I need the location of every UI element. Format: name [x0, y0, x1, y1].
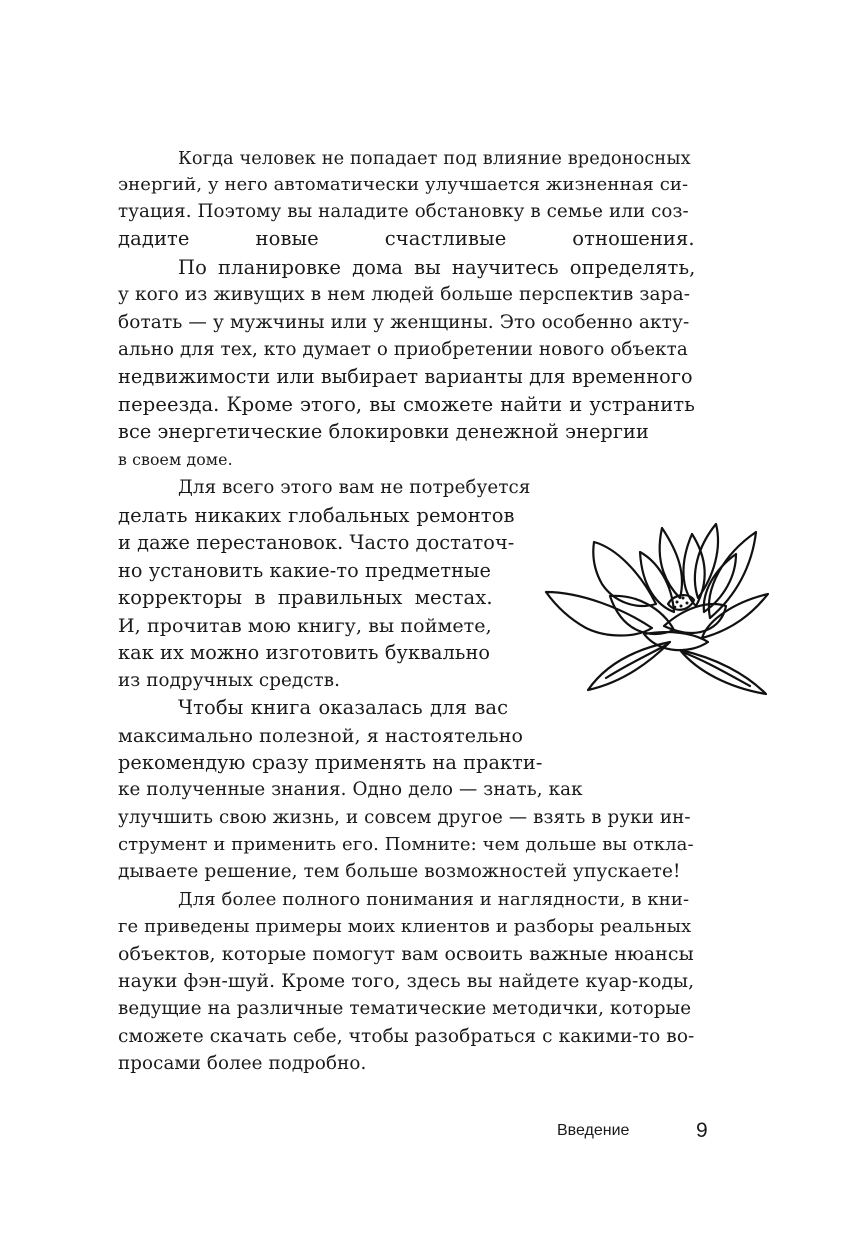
text-line: максимально полезной, я настоятельно: [118, 725, 524, 747]
text-line: переезда. Кроме этого, вы сможете найти и устранить: [118, 393, 695, 416]
lotus-flower-icon: [540, 514, 776, 700]
text-line: ботать — у мужчины или у женщины. Это особенно акту-: [118, 312, 690, 333]
text-line: По планировке дома вы научитесь определять,: [178, 256, 696, 279]
text-line: науки фэн-шуй. Кроме того, здесь вы найдете куар-коды,: [118, 971, 695, 992]
text-line: ально для тех, кто думает о приобретении нового объекта: [118, 339, 688, 360]
text-line: объектов, которые помогут вам освоить важные нюансы: [118, 943, 694, 965]
text-line: дываете решение, тем больше возможностей упускаете!: [118, 861, 681, 882]
text-line: улучшить свою жизнь, и совсем другое — взять в руки ин-: [118, 807, 691, 828]
text-line: но установить какие-то предметные: [118, 559, 491, 582]
text-line: как их можно изготовить буквально: [118, 641, 491, 664]
text-line: Для более полного понимания и наглядности, в кни-: [178, 889, 690, 910]
text-line: делать никаких глобальных ремонтов: [118, 504, 515, 527]
text-line: ге приведены примеры моих клиентов и разборы реальных: [118, 916, 692, 937]
text-line: рекомендую сразу применять на практи-: [118, 751, 543, 774]
text-line: энергий, у него автоматически улучшается жизненная си-: [118, 174, 689, 195]
text-line: у кого из живущих в нем людей больше перспектив зара-: [118, 284, 691, 305]
text-line: сможете скачать себе, чтобы разобраться с какими-то во-: [118, 1026, 695, 1047]
text-line: и даже перестановок. Часто достаточ-: [118, 531, 515, 554]
text-line: Когда человек не попадает под влияние вредоносных: [178, 149, 691, 169]
text-line: Для всего этого вам не потребуется: [178, 477, 531, 498]
text-line: ведущие на различные тематические методички, которые: [118, 998, 692, 1019]
text-line: недвижимости или выбирает варианты для временного: [118, 365, 693, 388]
page-number: 9: [696, 1119, 708, 1142]
text-line: корректоры в правильных местах.: [118, 586, 493, 609]
text-line: Чтобы книга оказалась для вас: [178, 696, 509, 719]
text-line: струмент и применить его. Помните: чем дольше вы откла-: [118, 834, 694, 855]
text-line: просами более подробно.: [118, 1053, 367, 1074]
text-line: в своем доме.: [118, 450, 233, 469]
text-line: все энергетические блокировки денежной энергии: [118, 420, 649, 443]
text-line: И, прочитав мою книгу, вы поймете,: [118, 615, 492, 637]
section-title: Введение: [557, 1122, 630, 1139]
text-line: дадите новые счастливые отношения.: [118, 227, 695, 250]
text-line: из подручных средств.: [118, 670, 341, 691]
text-line: туация. Поэтому вы наладите обстановку в семье или соз-: [118, 201, 689, 222]
text-line: ке полученные знания. Одно дело — знать, как: [118, 779, 583, 800]
